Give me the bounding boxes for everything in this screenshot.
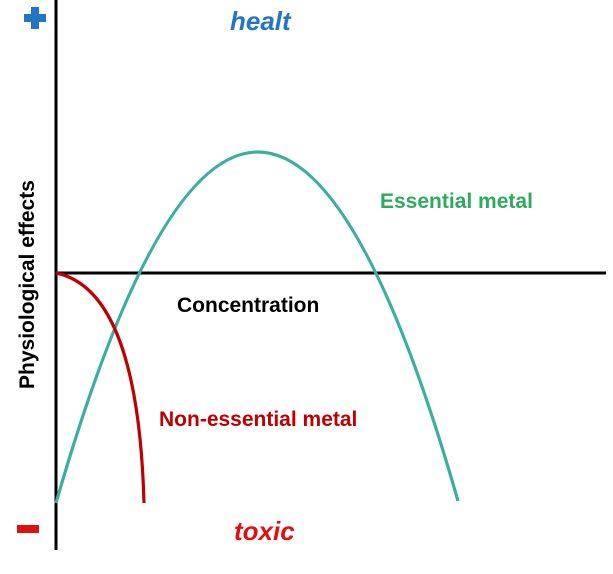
minus-icon: [17, 525, 39, 533]
non-essential-metal-label: Non-essential metal: [159, 408, 358, 431]
essential-metal-label: Essential metal: [380, 190, 533, 213]
top-label-healt: healt: [230, 6, 291, 36]
bottom-label-toxic: toxic: [234, 516, 295, 546]
plus-icon: [24, 7, 46, 29]
x-axis-label: Concentration: [177, 294, 320, 317]
y-axis-label: Physiological effects: [16, 180, 39, 389]
non-essential-metal-curve: [56, 273, 144, 503]
